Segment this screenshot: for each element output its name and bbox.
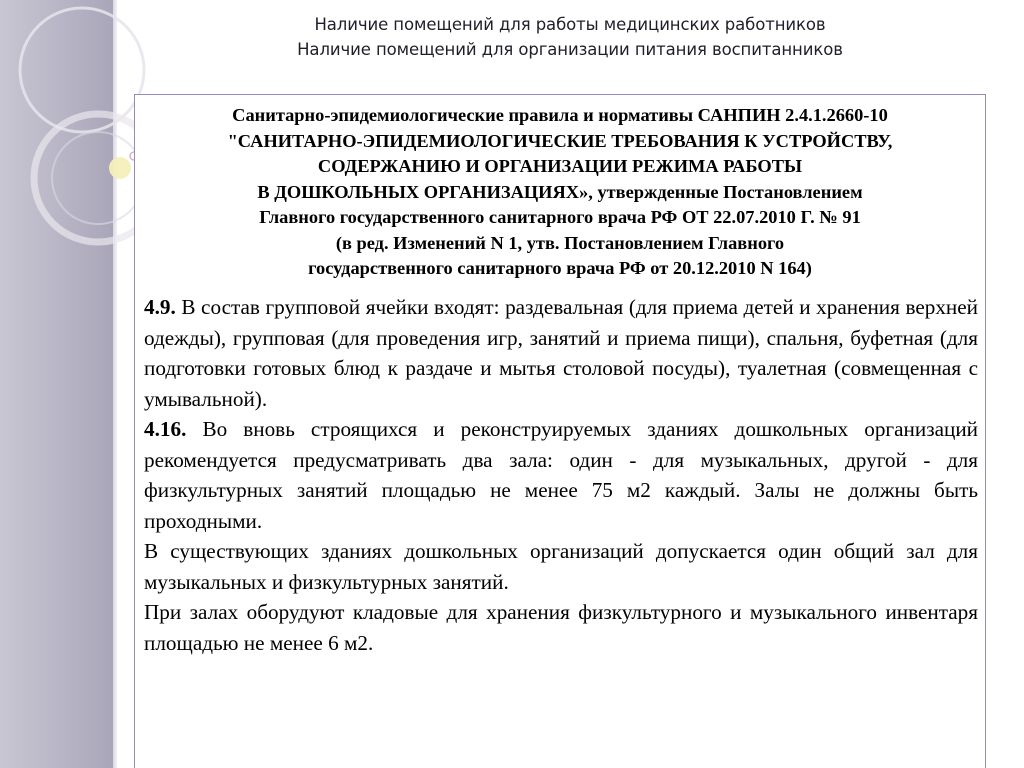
regulation-line-1: Санитарно-эпидемиологические правила и нормативы САНПИН 2.4.1.2660-10 [232,105,888,125]
regulation-line-3: СОДЕРЖАНИЮ И ОРГАНИЗАЦИИ РЕЖИМА РАБОТЫ [317,156,803,176]
deco-circle-inner [52,132,144,224]
deco-dot-yellow [109,157,131,179]
clause-4-9 [144,292,978,414]
clause-number: 4.16. [144,417,187,441]
regulation-line-4: В ДОШКОЛЬНЫХ ОРГАНИЗАЦИЯХ», утвержденные Постановлением [257,181,863,202]
header-line-1: Наличие помещений для работы медицинских работников [314,15,826,34]
clause-text: Во вновь строящихся и реконструируемых зданиях дошкольных организаций рекомендуется предусматривать два зала: один - для музыкальных, другой - для физкультурных занятий площадью не менее 75 м2 каждый. Залы не должны быть проходными. [144,417,978,533]
body-text [144,292,978,658]
regulation-line-6: (в ред. Изменений N 1, утв. Постановлением Главного [335,232,785,253]
clause-text: В состав групповой ячейки входят: раздевальная (для приема детей и хранения верхней одежды), групповая (для проведения игр, занятий и приема пищи), спальня, буфетная (для подготовки готовых блюд к раздаче и мытья столовой посуды), туалетная (совмещенная с умывальной). [144,295,979,411]
paragraph-storage-rooms: При залах оборудуют кладовые для хранения физкультурного и музыкального инвентаря площадью не менее 6 м2. [144,600,978,655]
clause-4-16 [144,414,978,536]
paragraph-existing-buildings: В существующих зданиях дошкольных организаций допускается один общий зал для музыкальных и физкультурных занятий. [144,539,978,594]
clause-number: 4.9. [144,295,176,319]
regulation-line-7: государственного санитарного врача РФ от 20.12.2010 N 164) [308,258,812,278]
regulation-line-2: "САНИТАРНО-ЭПИДЕМИОЛОГИЧЕСКИЕ ТРЕБОВАНИЯ К УСТРОЙСТВУ, [227,130,893,151]
regulation-title [137,103,983,282]
regulation-line-5: Главного государственного санитарного врача РФ ОТ 22.07.2010 Г. № 91 [259,207,861,227]
header-line-2: Наличие помещений для организации питания воспитанников [297,40,843,59]
slide-header [150,12,990,62]
